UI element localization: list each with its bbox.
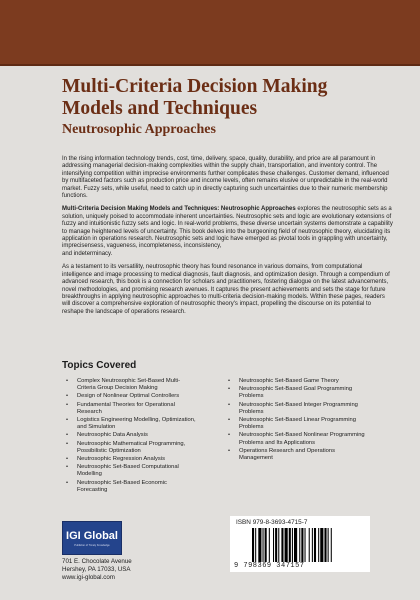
description-paragraph-1: In the rising information technology trends, cost, time, delivery, space, quality, durability, and price are all paramount in addressing managerial decision-making complexities within the supply chain, transportation, and inventory control. The intensifying competition within imprecise environments further complicates these challenges. Customer demand, influenced by multifaceted factors such as production price and income levels, often remains elusive or unpredictable in the real-world market. Fuzzy sets, while useful, need to catch up in directly capturing such uncertainties due to their numeric membership functions. — [62, 156, 389, 200]
top-band-divider — [0, 64, 420, 66]
topics-list-right — [228, 378, 370, 463]
isbn-digits: 9 798369 347157 — [234, 562, 305, 570]
barcode-bar — [292, 528, 293, 562]
barcode-bar — [252, 528, 254, 562]
barcode-bar — [312, 528, 313, 562]
description-book-title: Multi-Criteria Decision Making Models and Techniques: Neutrosophic Approaches — [62, 206, 296, 213]
publisher-logo-tagline: Publisher of Timely Knowledge — [74, 543, 110, 547]
barcode-graphic — [252, 528, 362, 562]
barcode-bar — [275, 528, 277, 562]
barcode-bar — [294, 528, 297, 562]
isbn-barcode-box — [230, 516, 370, 572]
topic-item: • Neutrosophic Set-Based Goal Programming Problems — [228, 386, 370, 400]
barcode-bar — [320, 528, 323, 562]
description-paragraph-2 — [62, 206, 394, 258]
barcode-bar — [263, 528, 264, 562]
barcode-bar — [273, 528, 274, 562]
topic-item: • Neutrosophic Set-Based Computational Modelling — [66, 464, 196, 478]
barcode-bar — [318, 528, 319, 562]
book-title: Multi-Criteria Decision Making Models and Techniques — [62, 76, 328, 119]
publisher-logo-text: IGI Global — [66, 529, 118, 542]
description-paragraph-3: As a testament to its versatility, neutrosophic theory has found resonance in various domains, from computational intelligence and image processing to medical diagnosis, fault diagnosis, and optimization design. Through a compendium of advanced research, this book is a connection for scholars and practitioners, fostering dialogue on the latest advancements, novel methodologies, and promising research avenues. It captures the present achievements and sets the stage for future breakthroughs in applying neutrosophic approaches to multi-criteria decision-making models. Within these pages, readers will discover a comprehensive exploration of neutrosophic theory's impact, propelling the discourse on its potential to reshape the landscape of operations research. — [62, 264, 390, 315]
barcode-bar — [305, 528, 306, 562]
barcode-bar — [309, 528, 310, 562]
publisher-address — [62, 558, 132, 581]
topics-heading: Topics Covered — [62, 360, 137, 371]
barcode-bar — [289, 528, 291, 562]
barcode-bar — [258, 528, 261, 562]
barcode-bar — [255, 528, 256, 562]
barcode-bar — [269, 528, 270, 562]
publisher-website: www.igi-global.com — [62, 573, 115, 581]
barcode-bar — [278, 528, 279, 562]
isbn-label: ISBN 979-8-3693-4715-7 — [236, 519, 308, 526]
topic-item: • Neutrosophic Data Analysis — [66, 432, 196, 439]
barcode-bar — [331, 528, 332, 562]
barcode-bar — [328, 528, 329, 562]
topic-item: • Operations Research and Operations Management — [228, 448, 370, 462]
description-paragraph-2-text: explores the neutrosophic sets as a solution, uniquely poised to accommodate inherent uncertainties. Neutrosophic sets and logic are evolutionary extensions of fuzzy and intuitionistic fuzzy sets and logic. In real-world problems, these diverse uncertain systems demonstrate a capability to manage heightened levels of uncertainty. This book delves into the burgeoning field of neutrosophic theory, elucidating its application in operations research. Neutrosophic sets and logic have emerged as pivotal tools in grappling with uncertainty, imprecisensess, vagueness, incompleteness, inconsistency, — [62, 206, 393, 250]
top-color-band — [0, 0, 420, 64]
address-street: 701 E. Chocolate Avenue — [62, 558, 132, 565]
book-subtitle: Neutrosophic Approaches — [62, 122, 216, 137]
topic-item: • Neutrosophic Regression Analysis — [66, 456, 196, 463]
topic-item: • Neutrosophic Set-Based Economic Forecasting — [66, 480, 196, 494]
publisher-logo — [62, 521, 122, 555]
book-description — [62, 156, 394, 322]
barcode-bar — [314, 528, 316, 562]
barcode-bar — [281, 528, 283, 562]
topic-item: • Neutrosophic Set-Based Game Theory — [228, 378, 370, 385]
description-paragraph-2-last-line: and indeterminacy. — [62, 250, 113, 257]
topic-item: • Neutrosophic Set-Based Nonlinear Programming Problems and Its Applications — [228, 432, 370, 446]
barcode-bar — [324, 528, 326, 562]
address-city: Hershey, PA 17033, USA — [62, 565, 131, 573]
barcode-bar — [285, 528, 288, 562]
barcode-bar — [265, 528, 267, 562]
topics-list-left — [66, 378, 196, 495]
topic-item: • Neutrosophic Mathematical Programming, Possibilistic Optimization — [66, 441, 196, 455]
topic-item: • Neutrosophic Set-Based Linear Programming Problems — [228, 417, 370, 431]
topic-item: • Complex Neutrosophic Set-Based Multi-Criteria Group Decision Making — [66, 378, 196, 392]
barcode-bar — [299, 528, 300, 562]
topic-item: • Design of Nonlinear Optimal Controllers — [66, 393, 196, 400]
topic-item: • Fundamental Theories for Operational Research — [66, 402, 196, 416]
barcode-bar — [301, 528, 303, 562]
topic-item: • Neutrosophic Set-Based Integer Programming Problems — [228, 402, 370, 416]
topic-item: • Logistics Engineering Modelling, Optimization, and Simulation — [66, 417, 196, 431]
